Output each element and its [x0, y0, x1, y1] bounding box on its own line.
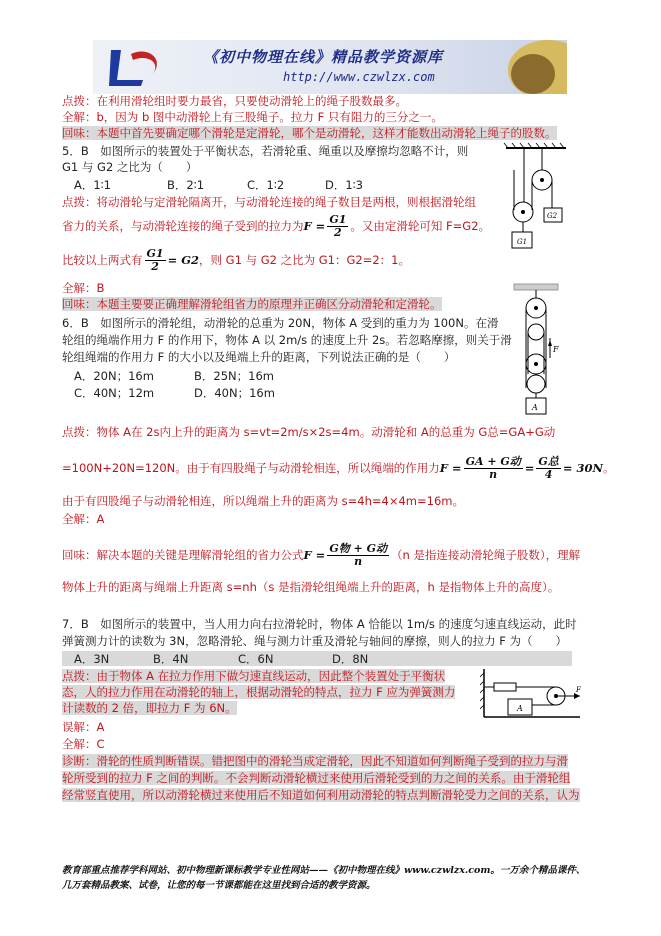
- g1-label: G1: [517, 238, 528, 246]
- fraction-denominator: n: [354, 555, 363, 568]
- q6-hint-line1: 点拨：物体 A在 2s内上升的距离为 s=vt=2m/s×2s=4m。动滑轮和 A的总重为 G总=GA+G动: [62, 425, 556, 439]
- q7-hint-line3: 计读数的 2 倍，即拉力 F 为 6N。: [62, 701, 237, 715]
- force-label: F: [553, 345, 559, 354]
- formula-f: F =: [439, 461, 462, 475]
- g2-label: G2: [547, 212, 558, 220]
- formula-fraction: [327, 543, 389, 568]
- answer-line: 全解：b，因为 b 图中动滑轮上有三股绳子。拉力 F 只有阻力的三分之一。: [62, 110, 443, 124]
- q6-hint-end: 。: [602, 461, 615, 475]
- q5-hint-text-b: 。又由定滑轮可知 F=G2。: [350, 219, 491, 233]
- q6-option-b: B．25N；16m: [194, 369, 274, 383]
- formula-f: F =: [303, 219, 326, 233]
- fraction-numerator: GA + G动: [465, 455, 521, 468]
- formula-equals: =: [524, 461, 535, 475]
- q5-stem-line1: 5．B 如图所示的装置处于平衡状态，若滑轮重、绳重以及摩擦均忽略不计，则: [62, 144, 469, 158]
- q7-diagnosis-line3: 经常竖直使用，所以动滑轮横过来使用后不知道如何利用动滑轮的特点判断滑轮受力之间的关系，认为: [62, 788, 580, 802]
- q5-compare-line: [62, 248, 410, 273]
- q7-stem-line1: 7．B 如图所示的装置中，当人用力向右拉滑轮时，物体 A 恰能以 1m/s 的速度匀速直线运动，此时: [62, 617, 577, 631]
- formula-fraction: [464, 456, 523, 481]
- q5-review-line: 回味：本题主要要正确理解滑轮组省力的原理并正确区分动滑轮和定滑轮。: [62, 297, 442, 311]
- q6-stem-line1: 6．B 如图所示的滑轮组，动滑轮的总重为 20N，物体 A 受到的重力为 100N。在滑: [62, 316, 499, 330]
- q5-option-b: B．2∶1: [167, 178, 205, 192]
- figure-q5-pulley: [498, 140, 578, 252]
- figure-q7-horizontal-pulley: [480, 665, 590, 721]
- q7-wrong-answer: 误解：A: [62, 720, 105, 734]
- q7-option-b: B．4N: [153, 652, 189, 666]
- block-label: A: [532, 403, 538, 412]
- fraction-denominator: n: [489, 468, 498, 481]
- q5-compare-text-b: ，则 G1 与 G2 之比为 G1：G2=2：1。: [199, 253, 410, 267]
- formula-f: F =: [303, 548, 326, 562]
- q6-option-c: C．40N；12m: [74, 386, 155, 400]
- q6-stem-line2: 轮组的绳端作用力 F 的作用下，物体 A 以 2m/s 的速度上升 2s。若忽略摩擦，则关于滑: [62, 333, 512, 347]
- fraction-numerator: G总: [538, 455, 559, 468]
- formula-result: = 30N: [562, 461, 603, 475]
- figure-q6-pulley-block: [510, 280, 570, 420]
- q5-option-a: A．1∶1: [74, 178, 111, 192]
- q7-hint-line2: 态，人的拉力作用在动滑轮的轴上，根据动滑轮的特点，拉力 F 应为弹簧测力: [62, 685, 456, 699]
- q5-hint-line2: [62, 214, 490, 239]
- q6-answer-line: 全解：A: [62, 512, 105, 526]
- q7-option-c: C．6N: [238, 652, 274, 666]
- block-a-label: A: [517, 704, 523, 713]
- q5-option-c: C．1∶2: [247, 178, 285, 192]
- q5-hint-text-a: 省力的关系，与动滑轮连接的绳子受到的拉力为: [62, 219, 304, 233]
- q7-options-row: [62, 651, 572, 666]
- hint-line: 点拨：在利用滑轮组时要力最省，只要使动滑轮上的绳子股数最多。: [62, 94, 407, 108]
- fraction-denominator: 2: [151, 260, 159, 273]
- q6-review-line2: 物体上升的距离与绳端上升距离 s=nh（s 是指滑轮组绳端上升的距离，h 是指物体上升的高度）。: [62, 580, 560, 594]
- fraction-denominator: 2: [334, 226, 342, 239]
- q7-diagnosis-line1: 诊断：滑轮的性质判断错误。错把图中的滑轮当成定滑轮，因此不知道如何判断绳子受到的拉力与滑: [62, 754, 568, 768]
- review-line: 回味：本题中首先要确定哪个滑轮是定滑轮，哪个是动滑轮，这样才能数出动滑轮上绳子的股数。: [62, 126, 557, 140]
- q7-option-d: D．8N: [332, 652, 369, 666]
- q6-review-text-b: （n 是指连接动滑轮绳子股数），理解: [390, 548, 581, 562]
- q5-option-d: D．1∶3: [325, 178, 363, 192]
- fraction-denominator: 4: [544, 468, 553, 481]
- q6-stem-line3: 轮组绳端的作用力 F 的大小以及绳端上升的距离，下列说法正确的是（ ）: [62, 350, 456, 364]
- fraction-numerator: G1: [146, 247, 164, 260]
- q6-review-text-a: 回味：解决本题的关键是理解滑轮组的省力公式: [62, 548, 304, 562]
- fraction-numerator: G物 + G动: [329, 542, 387, 555]
- banner-title: 《初中物理在线》精品教学资源库: [203, 48, 444, 66]
- q6-option-a: A．20N；16m: [74, 369, 154, 383]
- header-banner: [93, 40, 567, 94]
- q5-hint-line1: 点拨：将动滑轮与定滑轮隔离开，与动滑轮连接的绳子数目是两根，则根据滑轮组: [62, 195, 476, 209]
- q6-hint-text: =100N+20N=120N。由于有四股绳子与动滑轮相连，所以绳端的作用力: [62, 461, 440, 475]
- q6-hint-line3: 由于有四股绳子与动滑轮相连，所以绳端上升的距离为 s=4h=4×4m=16m。: [62, 494, 464, 508]
- formula-equals-g2: = G2: [167, 253, 200, 267]
- q7-option-a: A．3N: [74, 652, 110, 666]
- site-logo-icon: [103, 44, 173, 90]
- formula-fraction: [327, 214, 348, 239]
- q6-review-line1: [62, 543, 580, 568]
- q6-hint-line2: [62, 456, 614, 481]
- q7-stem-line2: 弹簧测力计的读数为 3N，忽略滑轮、绳与测力计重及滑轮与轴间的摩擦，则人的拉力 F 为（ ）: [62, 634, 567, 648]
- banner-url[interactable]: http://www.czwlzx.com: [283, 70, 435, 84]
- q5-answer-line: 全解：B: [62, 281, 105, 295]
- q7-diagnosis-line2: 轮所受到的拉力 F 之间的判断。不会判断动滑轮横过来使用后滑轮受到的力之间的关系。由于滑轮组: [62, 771, 571, 785]
- footer-line1: 教育部重点推荐学科网站、初中物理新课标教学专业性网站——《初中物理在线》www.czwlzx.com。一万余个精品课件、: [62, 865, 586, 876]
- q7-answer-line: 全解：C: [62, 737, 105, 751]
- formula-fraction-2: [536, 456, 560, 481]
- fraction-numerator: G1: [329, 213, 347, 226]
- force-f-label: F: [576, 686, 581, 694]
- formula-fraction: [145, 248, 166, 273]
- q6-option-d: D．40N；16m: [194, 386, 275, 400]
- q5-compare-text-a: 比较以上两式有: [62, 253, 143, 267]
- q7-hint-line1: 点拨：由于物体 A 在拉力作用下做匀速直线运动，因此整个装置处于平衡状: [62, 669, 446, 683]
- q5-stem-line2: G1 与 G2 之比为（ ）: [62, 160, 198, 174]
- footer-line2: 几万套精品教案、试卷，让您的每一节课都能在这里找到合适的教学资源。: [62, 880, 376, 891]
